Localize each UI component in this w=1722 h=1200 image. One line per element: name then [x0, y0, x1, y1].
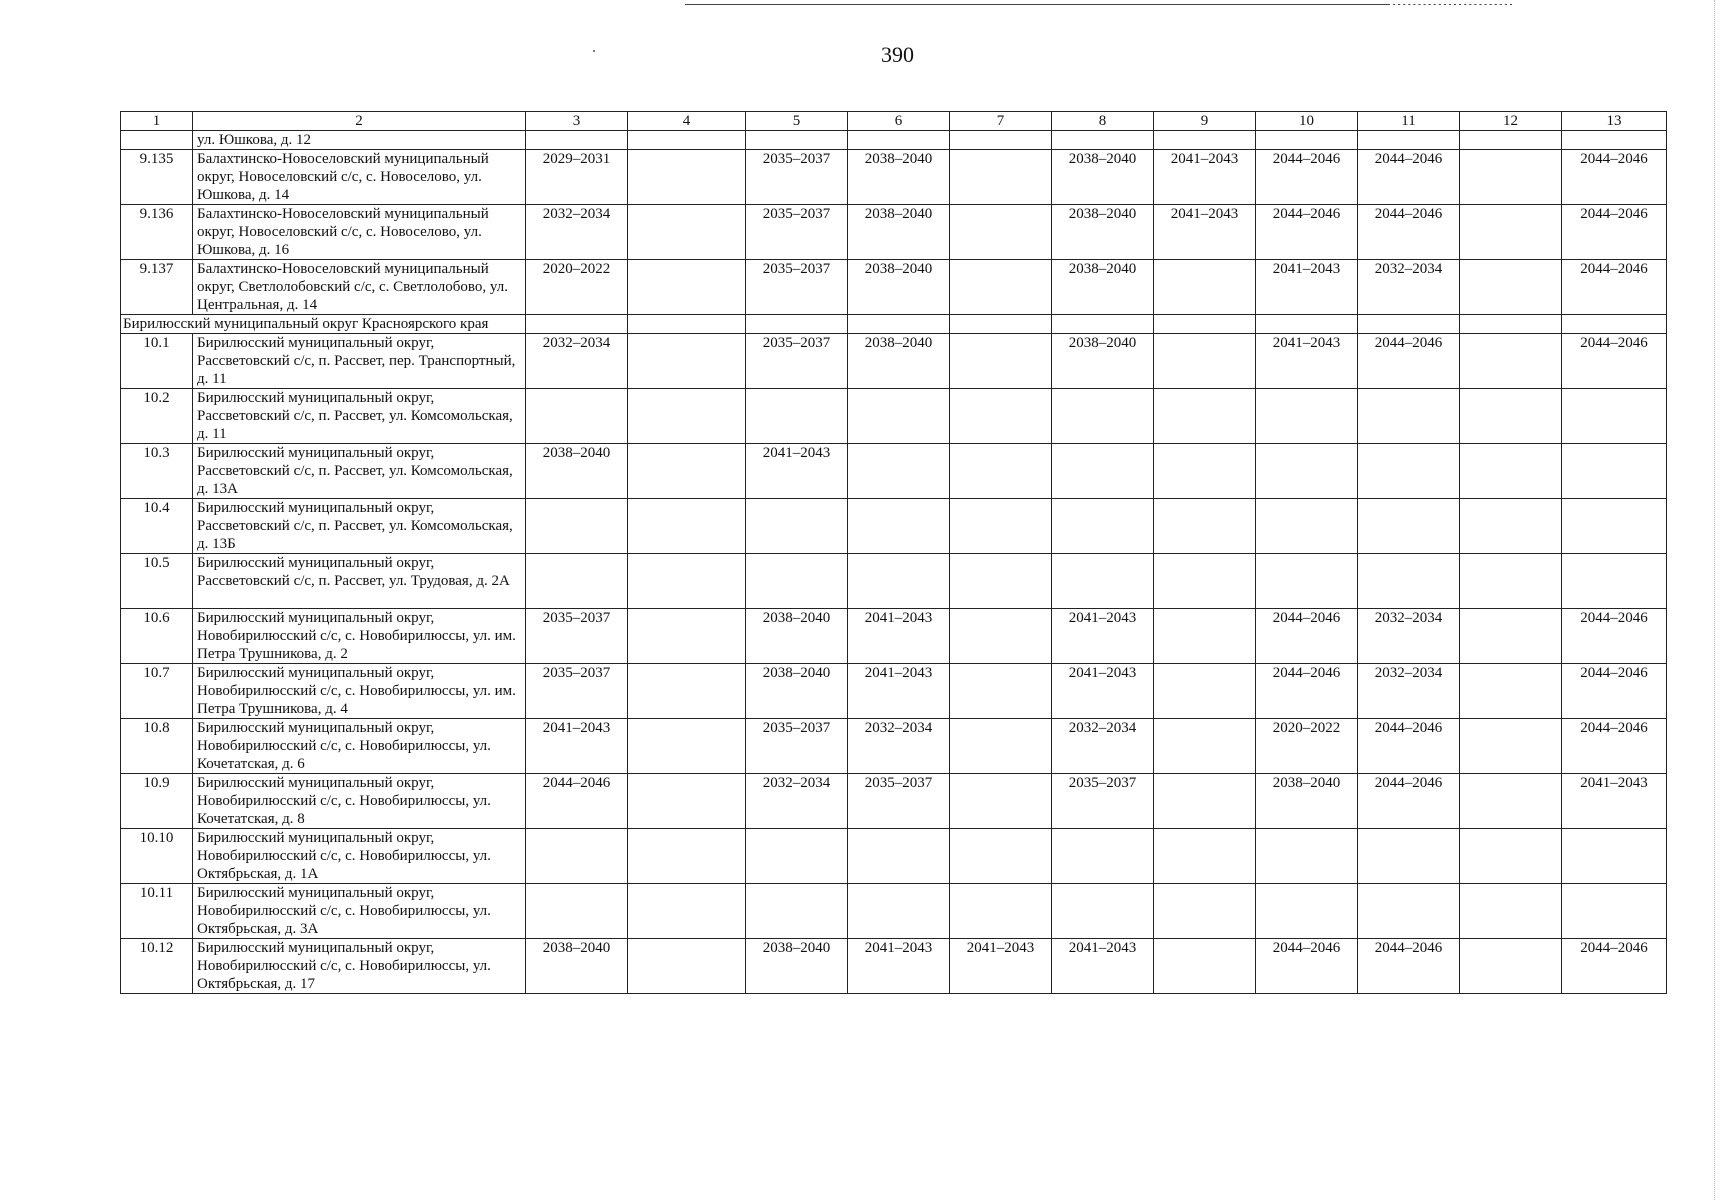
- period-cell-c12: [1460, 499, 1562, 554]
- period-cell-c7: [950, 444, 1052, 499]
- column-header: 11: [1358, 112, 1460, 131]
- period-cell-c9: [1154, 334, 1256, 389]
- period-cell-c10: 2041–2043: [1256, 260, 1358, 315]
- table-row: [121, 719, 1667, 774]
- table-cell: [1358, 315, 1460, 334]
- period-cell-c10: 2044–2046: [1256, 664, 1358, 719]
- period-cell-c13: [1562, 444, 1667, 499]
- table-cell: [1358, 131, 1460, 150]
- period-cell-c6: 2038–2040: [848, 205, 950, 260]
- period-cell-c4: [628, 444, 746, 499]
- period-cell-c7: [950, 609, 1052, 664]
- address-cell: Бирилюсский муниципальный округ, Рассветовский с/с, п. Рассвет, ул. Комсомольская, д. 11: [193, 389, 526, 444]
- period-cell-c10: 2044–2046: [1256, 205, 1358, 260]
- period-cell-c3: [526, 829, 628, 884]
- column-header: 12: [1460, 112, 1562, 131]
- period-cell-c5: 2041–2043: [746, 444, 848, 499]
- table-cell: [1052, 131, 1154, 150]
- column-header: 1: [121, 112, 193, 131]
- period-cell-c8: 2038–2040: [1052, 334, 1154, 389]
- period-cell-c6: 2032–2034: [848, 719, 950, 774]
- period-cell-c8: 2038–2040: [1052, 205, 1154, 260]
- table-cell: [746, 131, 848, 150]
- period-cell-c3: 2035–2037: [526, 609, 628, 664]
- period-cell-c3: [526, 389, 628, 444]
- period-cell-c12: [1460, 205, 1562, 260]
- period-cell-c10: 2044–2046: [1256, 609, 1358, 664]
- period-cell-c9: [1154, 499, 1256, 554]
- period-cell-c4: [628, 499, 746, 554]
- period-cell-c12: [1460, 554, 1562, 609]
- period-cell-c5: [746, 554, 848, 609]
- period-cell-c5: 2035–2037: [746, 150, 848, 205]
- period-cell-c13: 2044–2046: [1562, 719, 1667, 774]
- column-header: 8: [1052, 112, 1154, 131]
- period-cell-c11: 2044–2046: [1358, 205, 1460, 260]
- period-cell-c9: [1154, 389, 1256, 444]
- table-row: [121, 554, 1667, 609]
- period-cell-c5: 2038–2040: [746, 664, 848, 719]
- period-cell-c12: [1460, 609, 1562, 664]
- period-cell-c3: 2038–2040: [526, 939, 628, 994]
- row-number-cell: 10.11: [121, 884, 193, 939]
- period-cell-c10: 2020–2022: [1256, 719, 1358, 774]
- period-cell-c5: 2035–2037: [746, 719, 848, 774]
- period-cell-c9: 2041–2043: [1154, 205, 1256, 260]
- table-cell: [526, 131, 628, 150]
- period-cell-c10: 2038–2040: [1256, 774, 1358, 829]
- continuation-row: [121, 131, 1667, 150]
- period-cell-c7: 2041–2043: [950, 939, 1052, 994]
- period-cell-c13: [1562, 829, 1667, 884]
- period-cell-c3: 2038–2040: [526, 444, 628, 499]
- period-cell-c6: 2038–2040: [848, 150, 950, 205]
- period-cell-c10: [1256, 444, 1358, 499]
- scan-edge-dash: [1390, 4, 1515, 5]
- period-cell-c12: [1460, 664, 1562, 719]
- period-cell-c8: [1052, 444, 1154, 499]
- period-cell-c9: [1154, 444, 1256, 499]
- period-cell-c11: 2044–2046: [1358, 774, 1460, 829]
- period-cell-c10: [1256, 829, 1358, 884]
- period-cell-c11: [1358, 884, 1460, 939]
- period-cell-c9: [1154, 554, 1256, 609]
- column-header: 6: [848, 112, 950, 131]
- period-cell-c8: 2041–2043: [1052, 664, 1154, 719]
- period-cell-c3: 2041–2043: [526, 719, 628, 774]
- table-cell: [1256, 315, 1358, 334]
- period-cell-c6: [848, 444, 950, 499]
- address-cell: ул. Юшкова, д. 12: [193, 131, 526, 150]
- period-cell-c4: [628, 554, 746, 609]
- period-cell-c6: [848, 829, 950, 884]
- period-cell-c6: [848, 499, 950, 554]
- period-cell-c11: [1358, 389, 1460, 444]
- period-cell-c11: [1358, 554, 1460, 609]
- period-cell-c13: 2044–2046: [1562, 664, 1667, 719]
- period-cell-c8: 2038–2040: [1052, 260, 1154, 315]
- period-cell-c7: [950, 499, 1052, 554]
- period-cell-c11: 2032–2034: [1358, 609, 1460, 664]
- period-cell-c10: [1256, 884, 1358, 939]
- period-cell-c13: 2041–2043: [1562, 774, 1667, 829]
- period-cell-c6: 2035–2037: [848, 774, 950, 829]
- table-row: [121, 334, 1667, 389]
- table-row: [121, 389, 1667, 444]
- column-header: 13: [1562, 112, 1667, 131]
- row-number-cell: 9.136: [121, 205, 193, 260]
- table-cell: [526, 315, 628, 334]
- row-number-cell: 10.9: [121, 774, 193, 829]
- address-cell: Бирилюсский муниципальный округ, Новобирилюсский с/с, с. Новобирилюссы, ул. им. Петра Трушникова, д. 2: [193, 609, 526, 664]
- period-cell-c12: [1460, 260, 1562, 315]
- period-cell-c11: 2032–2034: [1358, 664, 1460, 719]
- table-cell: [1154, 131, 1256, 150]
- period-cell-c7: [950, 260, 1052, 315]
- period-cell-c8: [1052, 554, 1154, 609]
- period-cell-c12: [1460, 150, 1562, 205]
- address-cell: Бирилюсский муниципальный округ, Новобирилюсский с/с, с. Новобирилюссы, ул. Кочетатская, д. 6: [193, 719, 526, 774]
- period-cell-c9: [1154, 260, 1256, 315]
- address-cell: Бирилюсский муниципальный округ, Рассветовский с/с, п. Рассвет, ул. Комсомольская, д. 13Б: [193, 499, 526, 554]
- row-number-cell: 10.12: [121, 939, 193, 994]
- period-cell-c5: 2035–2037: [746, 334, 848, 389]
- column-header: 9: [1154, 112, 1256, 131]
- table-row: [121, 499, 1667, 554]
- row-number-cell: 10.5: [121, 554, 193, 609]
- period-cell-c7: [950, 829, 1052, 884]
- period-cell-c4: [628, 389, 746, 444]
- period-cell-c5: 2035–2037: [746, 260, 848, 315]
- address-cell: Бирилюсский муниципальный округ, Рассветовский с/с, п. Рассвет, пер. Транспортный, д. 11: [193, 334, 526, 389]
- period-cell-c8: 2038–2040: [1052, 150, 1154, 205]
- period-cell-c13: 2044–2046: [1562, 939, 1667, 994]
- period-cell-c9: [1154, 609, 1256, 664]
- period-cell-c9: [1154, 884, 1256, 939]
- period-cell-c13: 2044–2046: [1562, 260, 1667, 315]
- table-cell: [1154, 315, 1256, 334]
- table-cell: [1562, 131, 1667, 150]
- table-row: [121, 205, 1667, 260]
- period-cell-c10: 2041–2043: [1256, 334, 1358, 389]
- table-cell: [628, 315, 746, 334]
- period-cell-c12: [1460, 884, 1562, 939]
- period-cell-c7: [950, 205, 1052, 260]
- address-cell: Бирилюсский муниципальный округ, Новобирилюсский с/с, с. Новобирилюссы, ул. Октябрьская, д. 1А: [193, 829, 526, 884]
- period-cell-c8: [1052, 829, 1154, 884]
- period-cell-c5: [746, 884, 848, 939]
- period-cell-c4: [628, 334, 746, 389]
- period-cell-c10: [1256, 499, 1358, 554]
- period-cell-c6: 2041–2043: [848, 939, 950, 994]
- header-row: [121, 112, 1667, 131]
- column-header: 4: [628, 112, 746, 131]
- period-cell-c5: 2035–2037: [746, 205, 848, 260]
- period-cell-c8: [1052, 499, 1154, 554]
- row-number-cell: 10.10: [121, 829, 193, 884]
- table-cell: [1052, 315, 1154, 334]
- table-row: [121, 939, 1667, 994]
- period-cell-c9: [1154, 774, 1256, 829]
- period-cell-c10: [1256, 554, 1358, 609]
- period-cell-c13: [1562, 554, 1667, 609]
- period-cell-c6: 2038–2040: [848, 334, 950, 389]
- page-number: 390: [881, 42, 914, 67]
- period-cell-c6: 2041–2043: [848, 664, 950, 719]
- column-header: 2: [193, 112, 526, 131]
- row-number-cell: 10.4: [121, 499, 193, 554]
- table-cell: [1256, 131, 1358, 150]
- period-cell-c13: 2044–2046: [1562, 334, 1667, 389]
- table-row: [121, 774, 1667, 829]
- period-cell-c3: 2029–2031: [526, 150, 628, 205]
- period-cell-c6: [848, 554, 950, 609]
- table-cell: [1460, 315, 1562, 334]
- period-cell-c8: 2041–2043: [1052, 939, 1154, 994]
- period-cell-c13: [1562, 499, 1667, 554]
- period-cell-c3: 2032–2034: [526, 205, 628, 260]
- period-cell-c5: [746, 389, 848, 444]
- table-row: [121, 829, 1667, 884]
- period-cell-c8: [1052, 389, 1154, 444]
- period-cell-c11: [1358, 499, 1460, 554]
- row-number-cell: 9.135: [121, 150, 193, 205]
- row-number-cell: 9.137: [121, 260, 193, 315]
- address-cell: Балахтинско-Новоселовский муниципальный округ, Новоселовский с/с, с. Новоселово, ул. Юшкова, д. 14: [193, 150, 526, 205]
- period-cell-c13: [1562, 389, 1667, 444]
- row-number-cell: 10.3: [121, 444, 193, 499]
- period-cell-c7: [950, 719, 1052, 774]
- period-cell-c4: [628, 260, 746, 315]
- period-cell-c7: [950, 664, 1052, 719]
- address-cell: Балахтинско-Новоселовский муниципальный округ, Новоселовский с/с, с. Новоселово, ул. Юшкова, д. 16: [193, 205, 526, 260]
- table-cell: [950, 315, 1052, 334]
- table-row: [121, 444, 1667, 499]
- period-cell-c11: [1358, 444, 1460, 499]
- row-number-cell: 10.7: [121, 664, 193, 719]
- period-cell-c8: 2041–2043: [1052, 609, 1154, 664]
- address-cell: Бирилюсский муниципальный округ, Новобирилюсский с/с, с. Новобирилюссы, ул. Кочетатская, д. 8: [193, 774, 526, 829]
- row-number-cell: [121, 131, 193, 150]
- period-cell-c11: [1358, 829, 1460, 884]
- column-header: 3: [526, 112, 628, 131]
- address-cell: Бирилюсский муниципальный округ, Рассветовский с/с, п. Рассвет, ул. Комсомольская, д. 13А: [193, 444, 526, 499]
- group-title: Бирилюсский муниципальный округ Красноярского края: [121, 315, 526, 334]
- period-cell-c4: [628, 829, 746, 884]
- period-cell-c4: [628, 719, 746, 774]
- period-cell-c10: 2044–2046: [1256, 150, 1358, 205]
- period-cell-c7: [950, 774, 1052, 829]
- row-number-cell: 10.2: [121, 389, 193, 444]
- table-cell: [1562, 315, 1667, 334]
- period-cell-c10: 2044–2046: [1256, 939, 1358, 994]
- period-cell-c7: [950, 554, 1052, 609]
- period-cell-c7: [950, 884, 1052, 939]
- period-cell-c13: 2044–2046: [1562, 205, 1667, 260]
- address-cell: Бирилюсский муниципальный округ, Новобирилюсский с/с, с. Новобирилюссы, ул. им. Петра Трушникова, д. 4: [193, 664, 526, 719]
- period-cell-c13: 2044–2046: [1562, 609, 1667, 664]
- period-cell-c9: [1154, 664, 1256, 719]
- period-cell-c5: [746, 829, 848, 884]
- period-cell-c4: [628, 609, 746, 664]
- period-cell-c7: [950, 389, 1052, 444]
- address-cell: Балахтинско-Новоселовский муниципальный округ, Светлолобовский с/с, с. Светлолобово, ул. Центральная, д. 14: [193, 260, 526, 315]
- period-cell-c3: 2032–2034: [526, 334, 628, 389]
- period-cell-c3: 2020–2022: [526, 260, 628, 315]
- period-cell-c12: [1460, 939, 1562, 994]
- period-cell-c6: [848, 884, 950, 939]
- period-cell-c4: [628, 150, 746, 205]
- period-cell-c5: 2032–2034: [746, 774, 848, 829]
- period-cell-c3: [526, 499, 628, 554]
- period-cell-c12: [1460, 774, 1562, 829]
- period-cell-c12: [1460, 719, 1562, 774]
- period-cell-c3: [526, 554, 628, 609]
- period-cell-c7: [950, 150, 1052, 205]
- table-row: [121, 884, 1667, 939]
- period-cell-c12: [1460, 389, 1562, 444]
- group-row: [121, 315, 1667, 334]
- address-cell: Бирилюсский муниципальный округ, Рассветовский с/с, п. Рассвет, ул. Трудовая, д. 2А: [193, 554, 526, 609]
- period-cell-c8: 2032–2034: [1052, 719, 1154, 774]
- period-cell-c11: 2044–2046: [1358, 719, 1460, 774]
- table-cell: [746, 315, 848, 334]
- period-cell-c3: 2044–2046: [526, 774, 628, 829]
- period-cell-c4: [628, 205, 746, 260]
- period-cell-c4: [628, 664, 746, 719]
- period-cell-c7: [950, 334, 1052, 389]
- period-cell-c12: [1460, 444, 1562, 499]
- period-cell-c11: 2044–2046: [1358, 334, 1460, 389]
- row-number-cell: 10.8: [121, 719, 193, 774]
- table-row: [121, 609, 1667, 664]
- period-cell-c5: 2038–2040: [746, 939, 848, 994]
- period-cell-c9: [1154, 829, 1256, 884]
- period-cell-c10: [1256, 389, 1358, 444]
- address-cell: Бирилюсский муниципальный округ, Новобирилюсский с/с, с. Новобирилюссы, ул. Октябрьская, д. 3А: [193, 884, 526, 939]
- period-cell-c8: 2035–2037: [1052, 774, 1154, 829]
- table-cell: [848, 315, 950, 334]
- period-cell-c12: [1460, 334, 1562, 389]
- table-row: [121, 260, 1667, 315]
- column-header: 7: [950, 112, 1052, 131]
- period-cell-c13: [1562, 884, 1667, 939]
- period-cell-c11: 2044–2046: [1358, 939, 1460, 994]
- table-row: [121, 150, 1667, 205]
- period-cell-c6: 2038–2040: [848, 260, 950, 315]
- address-cell: Бирилюсский муниципальный округ, Новобирилюсский с/с, с. Новобирилюссы, ул. Октябрьская, д. 17: [193, 939, 526, 994]
- period-cell-c12: [1460, 829, 1562, 884]
- table-cell: [628, 131, 746, 150]
- scan-right-edge: [1714, 0, 1717, 1200]
- period-cell-c6: 2041–2043: [848, 609, 950, 664]
- period-cell-c13: 2044–2046: [1562, 150, 1667, 205]
- period-cell-c3: 2035–2037: [526, 664, 628, 719]
- period-cell-c5: [746, 499, 848, 554]
- period-cell-c9: [1154, 719, 1256, 774]
- period-cell-c11: 2032–2034: [1358, 260, 1460, 315]
- period-cell-c9: [1154, 939, 1256, 994]
- period-cell-c4: [628, 774, 746, 829]
- period-cell-c4: [628, 939, 746, 994]
- table-row: [121, 664, 1667, 719]
- row-number-cell: 10.6: [121, 609, 193, 664]
- schedule-table: [120, 111, 1667, 994]
- period-cell-c11: 2044–2046: [1358, 150, 1460, 205]
- period-cell-c6: [848, 389, 950, 444]
- period-cell-c5: 2038–2040: [746, 609, 848, 664]
- period-cell-c3: [526, 884, 628, 939]
- table-cell: [1460, 131, 1562, 150]
- period-cell-c8: [1052, 884, 1154, 939]
- table-cell: [950, 131, 1052, 150]
- period-cell-c9: 2041–2043: [1154, 150, 1256, 205]
- table-body: [121, 131, 1667, 994]
- column-header: 5: [746, 112, 848, 131]
- period-cell-c4: [628, 884, 746, 939]
- row-number-cell: 10.1: [121, 334, 193, 389]
- table-cell: [848, 131, 950, 150]
- column-header: 10: [1256, 112, 1358, 131]
